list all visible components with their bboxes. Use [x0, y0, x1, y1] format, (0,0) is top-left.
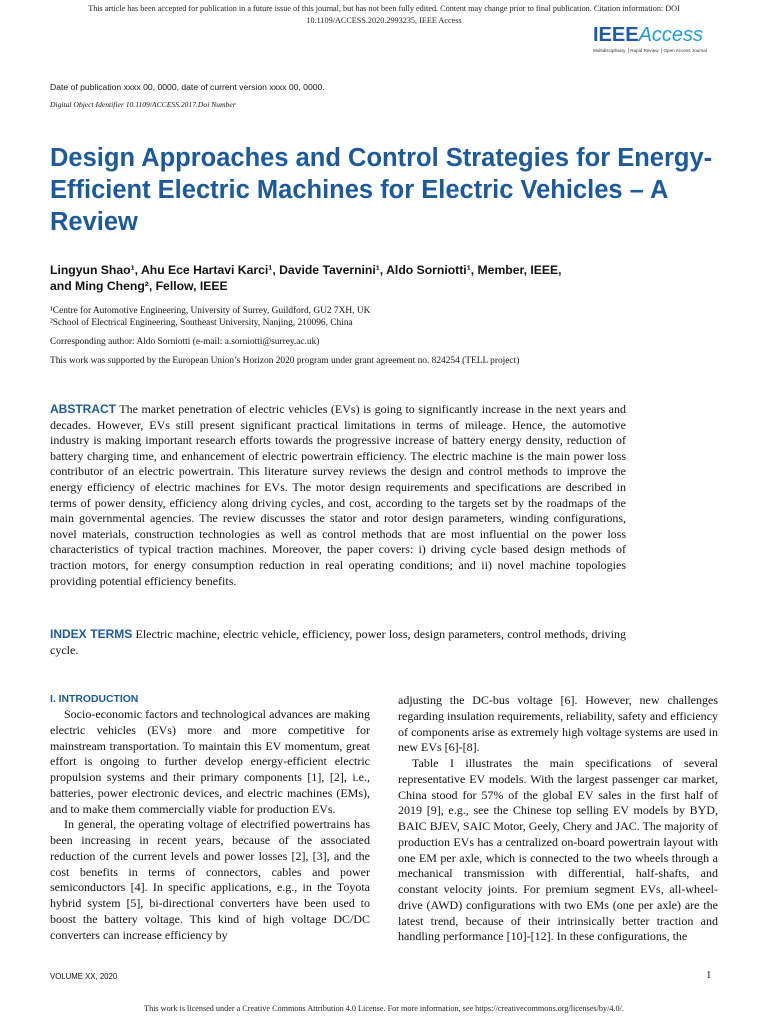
right-column	[398, 693, 718, 945]
logo-wordmark	[593, 24, 733, 46]
ieee-access-logo	[593, 24, 733, 58]
affiliations	[50, 306, 700, 329]
banner-line-1: This article has been accepted for publication in a future issue of this journal, but has not been fully edited. Content may change prior to final publication. Citation information: DOI	[88, 4, 680, 13]
page-number: 1	[706, 969, 712, 981]
volume-footer: VOLUME XX, 2020	[50, 972, 118, 981]
index-terms	[50, 627, 626, 658]
logo-brand-bold: IEEE	[593, 24, 639, 46]
abstract	[50, 402, 626, 589]
body-paragraph: Socio-economic factors and technological advances are making electric vehicles (EVs) more and more competitive for mainstream transportation. To maintain this EV momentum, great effort is ongoing to further develop energy-efficient electric propulsion systems and their primary components [1], [2], i.e., batteries, power electronic devices, and electric machines (EMs), and to make them commercially viable for production EVs.	[50, 707, 370, 816]
index-terms-text: Electric machine, electric vehicle, efficiency, power loss, design parameters, control methods, driving cycle.	[50, 627, 627, 657]
logo-brand-italic: Access	[638, 24, 704, 46]
section-heading: I. INTRODUCTION	[50, 694, 139, 705]
abstract-label: ABSTRACT	[50, 402, 116, 416]
body-paragraph: Table I illustrates the main specifications of several representative EV models. With the largest passenger car market, China stood for 57% of the global EV sales in the first half of 2019 [9], e.g., see the Chinese top selling EV models by BYD, BAIC BJEV, SAIC Motor, Geely, Chery and JAC. The majority of production EVs has a centralized on-board powertrain layout with one EM per axle, which is connected to the two wheels through a mechanical transmission with differential, half-shafts, and constant velocity joints. For premium segment EVs, all-wheel-drive (AWD) configurations with two EMs (one per axle) are the latest trend, because of their intrinsically better traction and handling performance [10]-[12]. In these configurations, the	[398, 756, 718, 944]
abstract-text: The market penetration of electric vehicles (EVs) is going to significantly increase in the next years and decades. However, EVs still present significant practical limitations in terms of mileage. Hence, the automotive industry is making important research efforts towards the progressive increase of battery energy density, reduction of battery charging time, and enhancement of electric powertrain efficiency. The electric machine is the main power loss contributor of an electric powertrain. This literature survey reviews the design and control methods to improve the energy efficiency of electric machines for EVs. The motor design requirements and specifications are described in terms of power density, efficiency along driving cycles, and cost, according to the targets set by the roadmaps of the main governmental agencies. The review discusses the stator and rotor design parameters, winding configurations, novel materials, construction technologies as well as control methods that are most influential on the power loss characteristics of typical traction machines. Moreover, the paper covers: i) driving cycle based design methods of traction motors, for energy consumption reduction in real operating conditions; and ii) novel machine topologies providing potential efficiency benefits.	[50, 402, 626, 588]
body-paragraph: In general, the operating voltage of electrified powertrains has been increasing in recent years, because of the associated reduction of the current levels and power losses [2], [3], and the cost benefits in terms of connectors, cables and power semiconductors [4]. In specific applications, e.g., in the Toyota hybrid system [5], bi-directional converters have been used to boost the battery voltage. This kind of high voltage DC/DC converters can increase efficiency by	[50, 817, 370, 942]
authors-line-2: and Ming Cheng², Fellow, IEEE	[50, 279, 228, 293]
index-terms-label: INDEX TERMS	[50, 627, 133, 641]
corresponding-author: Corresponding author: Aldo Sorniotti (e-mail: a.sorniotti@surrey.ac.uk)	[50, 337, 320, 347]
left-column	[50, 693, 370, 943]
license-notice: This work is licensed under a Creative Commons Attribution 4.0 License. For more information, see https://creativecommons.org/licenses/by/4.0/.	[144, 1004, 624, 1013]
doi-line: Digital Object Identifier 10.1109/ACCESS.2017.Doi Number	[50, 100, 236, 109]
publication-date: Date of publication xxxx 00, 0000, date of current version xxxx 00, 0000.	[50, 82, 325, 92]
paper-title: Design Approaches and Control Strategies for Energy-Efficient Electric Machines for Electric Vehicles – A Review	[50, 144, 713, 236]
body-paragraph: adjusting the DC-bus voltage [6]. However, new challenges regarding insulation requirements, reliability, safety and efficiency of components arise as extremely high voltage systems are used in new EVs [6]-[8].	[398, 693, 718, 755]
funding-note: This work was supported by the European Union’s Horizon 2020 program under grant agreement no. 824254 (TELL project)	[50, 356, 520, 366]
affiliation-2: ²School of Electrical Engineering, Southeast University, Nanjing, 210096, China	[50, 317, 353, 328]
banner-line-2: 10.1109/ACCESS.2020.2993235, IEEE Access	[306, 16, 462, 25]
authors-line-1: Lingyun Shao¹, Ahu Ece Hartavi Karci¹, Davide Tavernini¹, Aldo Sorniotti¹, Member, IEEE,	[50, 263, 562, 277]
author-list	[50, 262, 700, 294]
logo-tagline: Multidisciplinary ⎟ Rapid Review ⎟ Open Access Journal	[593, 48, 707, 53]
affiliation-1: ¹Centre for Automotive Engineering, University of Surrey, Guildford, GU2 7XH, UK	[50, 306, 371, 316]
